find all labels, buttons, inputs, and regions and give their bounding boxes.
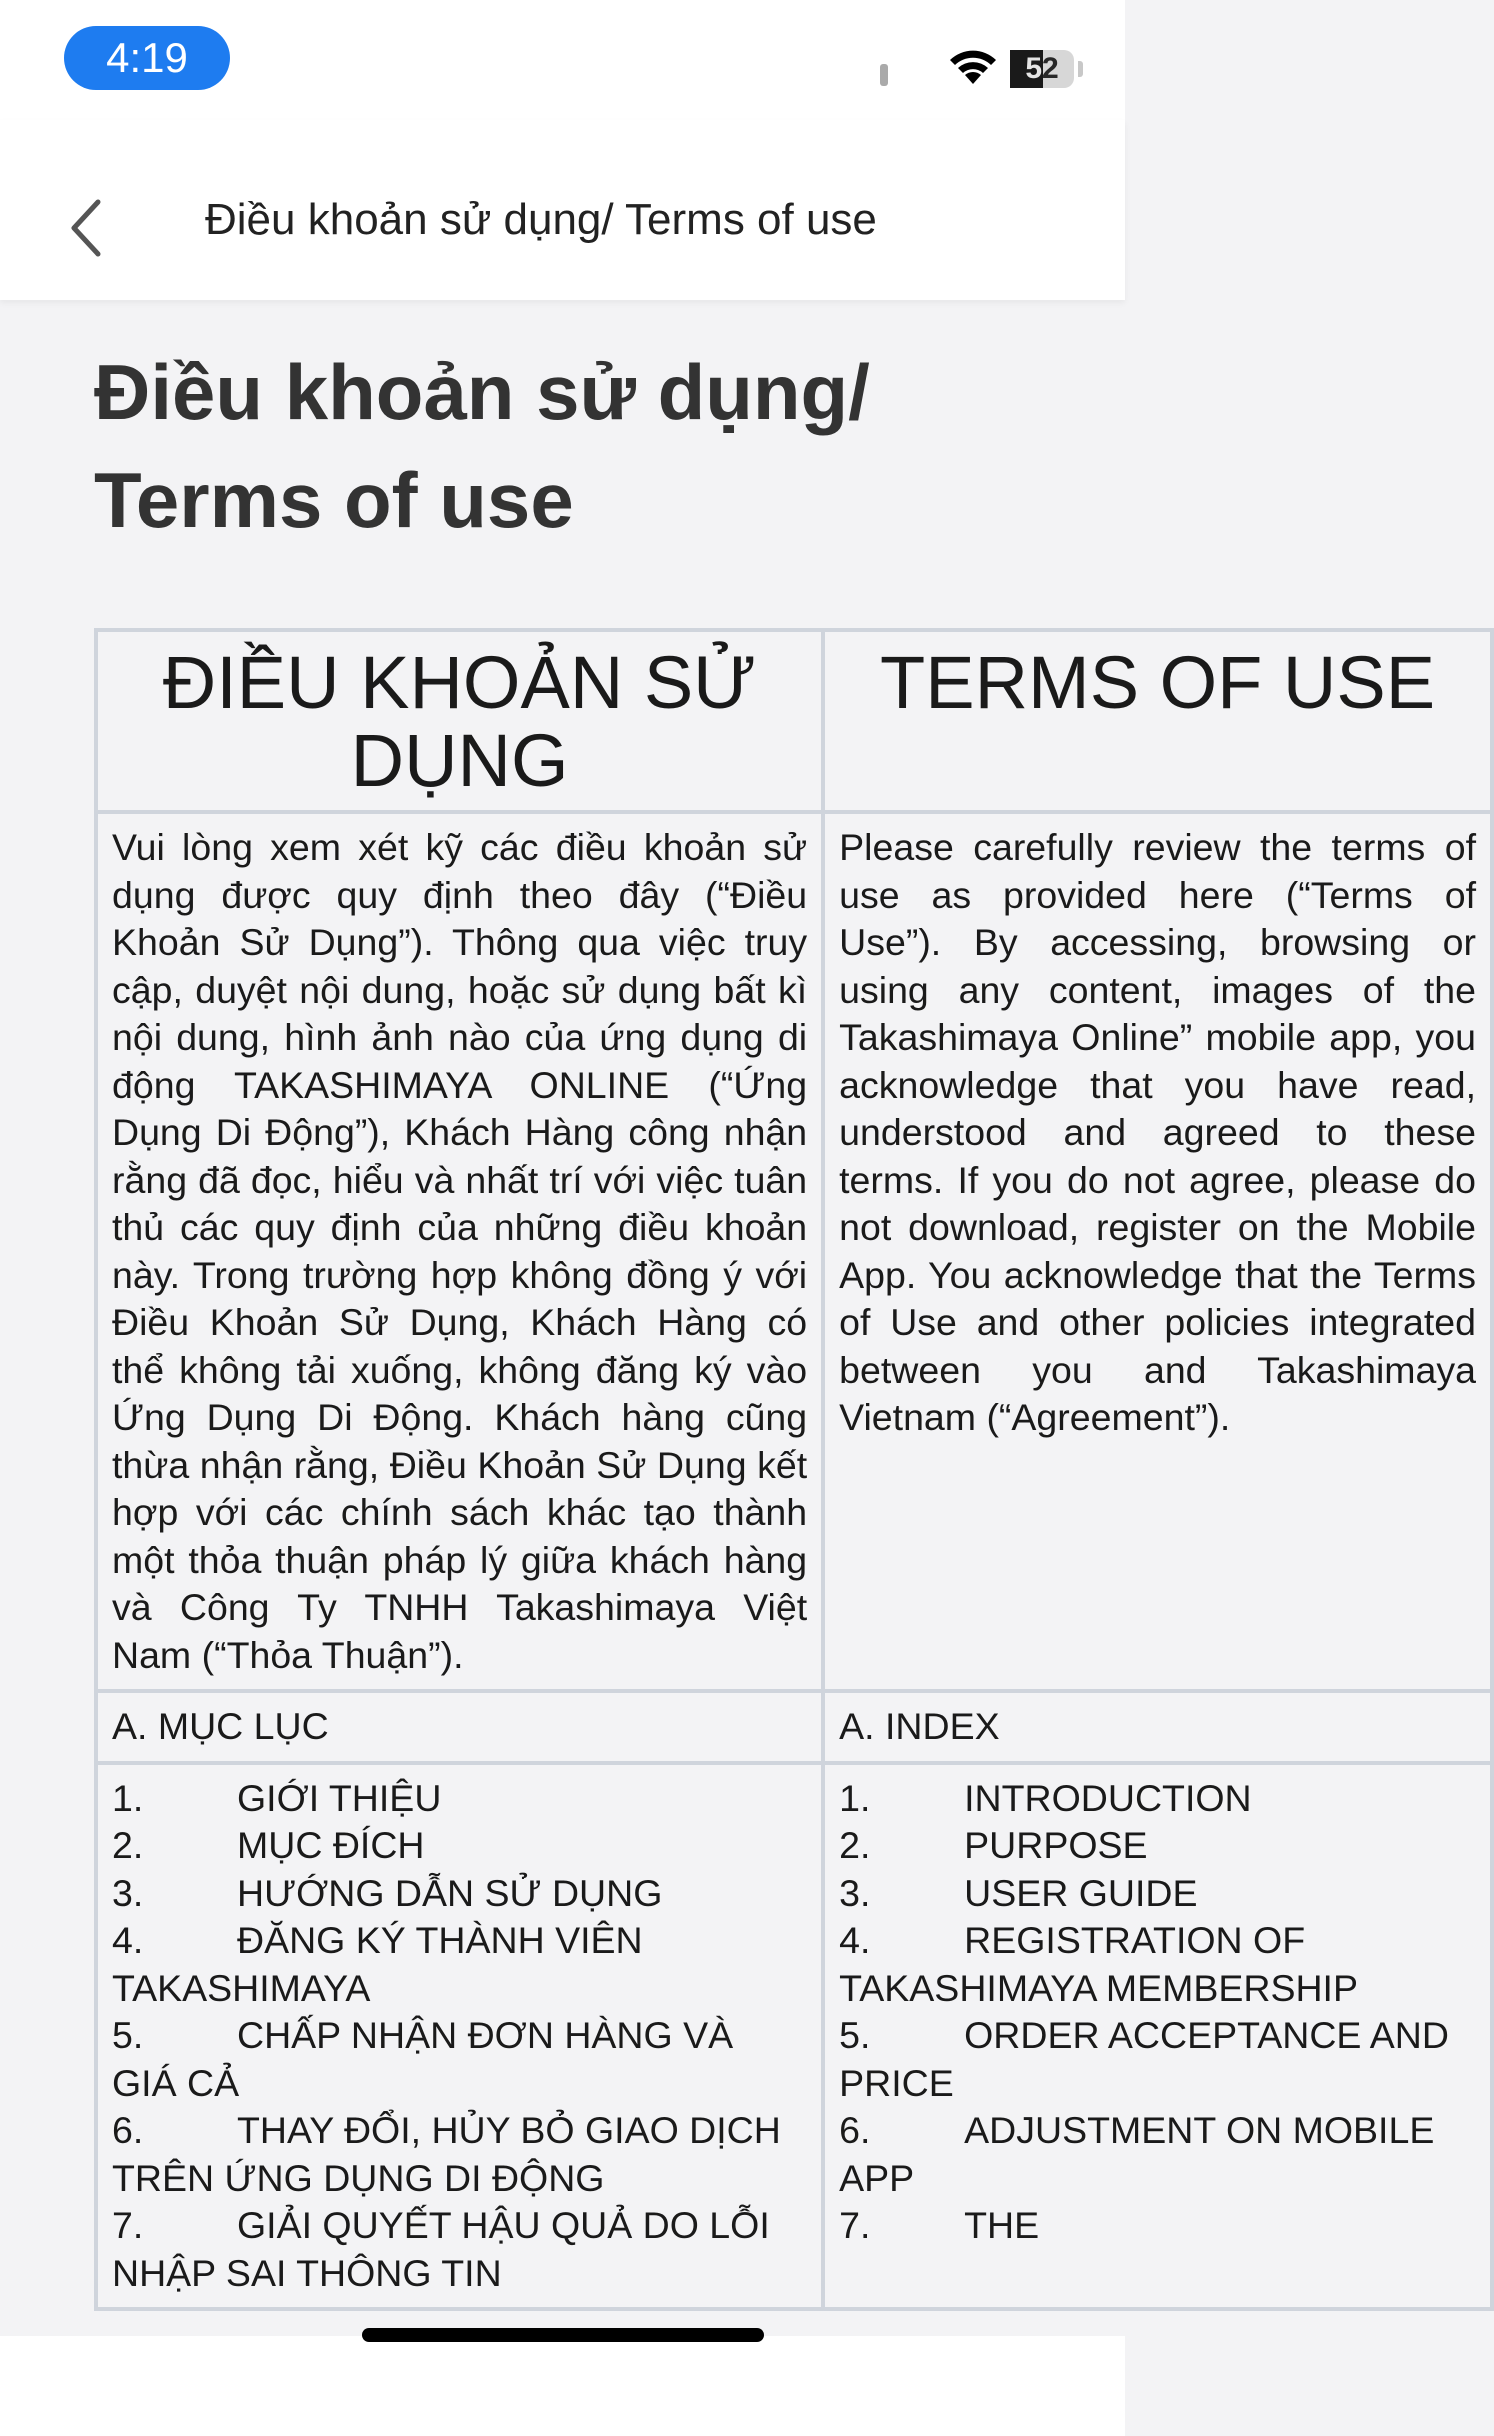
nav-title: Điều khoản sử dụng/ Terms of use xyxy=(205,195,877,244)
time-pill[interactable] xyxy=(64,26,230,90)
status-bar xyxy=(0,0,1125,120)
toc-number: 1. xyxy=(839,1776,871,1819)
toc-text: THE xyxy=(964,2204,1040,2246)
toc-text: INTRODUCTION xyxy=(964,1776,1252,1819)
vn-intro-cell xyxy=(96,812,823,1691)
toc-number: 2. xyxy=(112,1824,144,1866)
toc-text: ĐĂNG KÝ THÀNH VIÊN TAKASHIMAYA xyxy=(112,1919,643,2009)
en-toc-item xyxy=(839,1917,1476,2012)
status-time: 4:19 xyxy=(106,34,188,81)
en-toc-item xyxy=(839,1822,1476,1870)
toc-text: GIỚI THIỆU xyxy=(237,1776,442,1819)
toc-number: 1. xyxy=(112,1776,144,1819)
vn-toc-item xyxy=(112,2202,807,2297)
wifi-icon xyxy=(946,46,1000,86)
page-title: Điều khoản sử dụng/ Terms of use xyxy=(94,348,870,544)
toc-text: MỤC ĐÍCH xyxy=(237,1824,425,1866)
toc-number: 7. xyxy=(839,2204,871,2246)
en-header: TERMS OF USE xyxy=(823,630,1492,812)
toc-number: 2. xyxy=(839,1824,871,1866)
battery-level: 52 xyxy=(1025,52,1059,85)
toc-text: HƯỚNG DẪN SỬ DỤNG xyxy=(237,1871,663,1914)
en-toc-item xyxy=(839,1775,1476,1823)
en-section-a: A. INDEX xyxy=(823,1691,1492,1763)
terms-webview[interactable] xyxy=(0,300,1476,2336)
table-row xyxy=(96,1763,1492,2310)
vn-section-a: A. MỤC LỤC xyxy=(96,1691,823,1763)
toc-number: 6. xyxy=(112,2109,144,2151)
toc-number: 7. xyxy=(112,2204,144,2246)
toc-text: USER GUIDE xyxy=(964,1871,1198,1914)
vn-toc-item xyxy=(112,2107,807,2202)
battery-cap xyxy=(1078,61,1083,77)
home-indicator[interactable] xyxy=(362,2328,764,2342)
toc-text: PURPOSE xyxy=(964,1824,1148,1866)
vn-toc-item xyxy=(112,1870,807,1918)
en-toc-item xyxy=(839,2107,1476,2202)
home-indicator-area xyxy=(0,2336,1125,2436)
vn-header: ĐIỀU KHOẢN SỬ DỤNG xyxy=(96,630,823,812)
terms-table xyxy=(94,628,1494,2311)
terms-table-scroll[interactable] xyxy=(94,628,1476,2336)
vn-toc-cell xyxy=(96,1763,823,2310)
toc-text: CHẤP NHẬN ĐƠN HÀNG VÀ GIÁ CẢ xyxy=(112,2014,734,2104)
toc-number: 3. xyxy=(839,1871,871,1914)
table-row xyxy=(96,812,1492,1691)
chevron-left-icon xyxy=(74,202,98,254)
toc-number: 5. xyxy=(839,2014,871,2056)
vn-toc-item xyxy=(112,1775,807,1823)
vn-intro-text: Vui lòng xem xét kỹ các điều khoản sử dụng được quy định theo đây (“Điều Khoản Sử Dụng”). Thông qua việc truy cập, duyệt nội dung, hoặc sử dụng bất kì nội dung, hình ảnh nào của ứng dụng di động TAKASHIMAYA ONLINE (“Ứng Dụng Di Động”), Khách Hàng công nhận rằng đã đọc, hiểu và nhất trí với việc tuân thủ các quy định của những điều khoản này. Trong trường hợp không đồng ý với Điều Khoản Sử Dụng, Khách Hàng có thể không tải xuống, không đăng ký vào Ứng Dụng Di Động. Khách hàng cũng thừa nhận rằng, Điều Khoản Sử Dụng kết hợp với các chính sách khác tạo thành một thỏa thuận pháp lý giữa khách hàng và Công Ty TNHH Takashimaya Việt Nam (“Thỏa Thuận”). xyxy=(112,826,808,1676)
toc-text: THAY ĐỔI, HỦY BỎ GIAO DỊCH TRÊN ỨNG DỤNG DI ĐỘNG xyxy=(112,2109,781,2199)
en-toc-item xyxy=(839,2012,1476,2107)
toc-text: REGISTRATION OF TAKASHIMAYA MEMBERSHIP xyxy=(839,1919,1358,2009)
en-toc-cell xyxy=(823,1763,1492,2310)
en-toc-item xyxy=(839,2202,1476,2250)
toc-number: 4. xyxy=(112,1919,144,1961)
toc-text: GIẢI QUYẾT HẬU QUẢ DO LỖI NHẬP SAI THÔNG TIN xyxy=(112,2204,770,2294)
vn-toc-item xyxy=(112,2012,807,2107)
table-row xyxy=(96,1691,1492,1763)
back-button[interactable] xyxy=(58,188,118,268)
toc-number: 6. xyxy=(839,2109,871,2151)
table-row xyxy=(96,630,1492,812)
en-intro-text: Please carefully review the terms of use as provided here (“Terms of Use”). By accessing, browsing or using any content, images of the Takashimaya Online” mobile app, you acknowledge that you have read, understood and agreed to these terms. If you do not agree, please do not download, register on the Mobile App. You acknowledge that the Terms of Use and other policies integrated between you and Takashimaya Vietnam (“Agreement”). xyxy=(839,826,1476,1438)
toc-text: ORDER ACCEPTANCE AND PRICE xyxy=(839,2014,1449,2104)
navigation-bar xyxy=(0,120,1125,300)
vn-toc-item xyxy=(112,1822,807,1870)
toc-number: 4. xyxy=(839,1919,871,1961)
toc-number: 3. xyxy=(112,1871,144,1914)
en-toc-item xyxy=(839,1870,1476,1918)
battery-icon xyxy=(1010,50,1074,88)
toc-number: 5. xyxy=(112,2014,144,2056)
vn-toc-item xyxy=(112,1917,807,2012)
cellular-signal-icon xyxy=(880,64,888,86)
toc-text: ADJUSTMENT ON MOBILE APP xyxy=(839,2109,1435,2199)
en-intro-cell xyxy=(823,812,1492,1691)
